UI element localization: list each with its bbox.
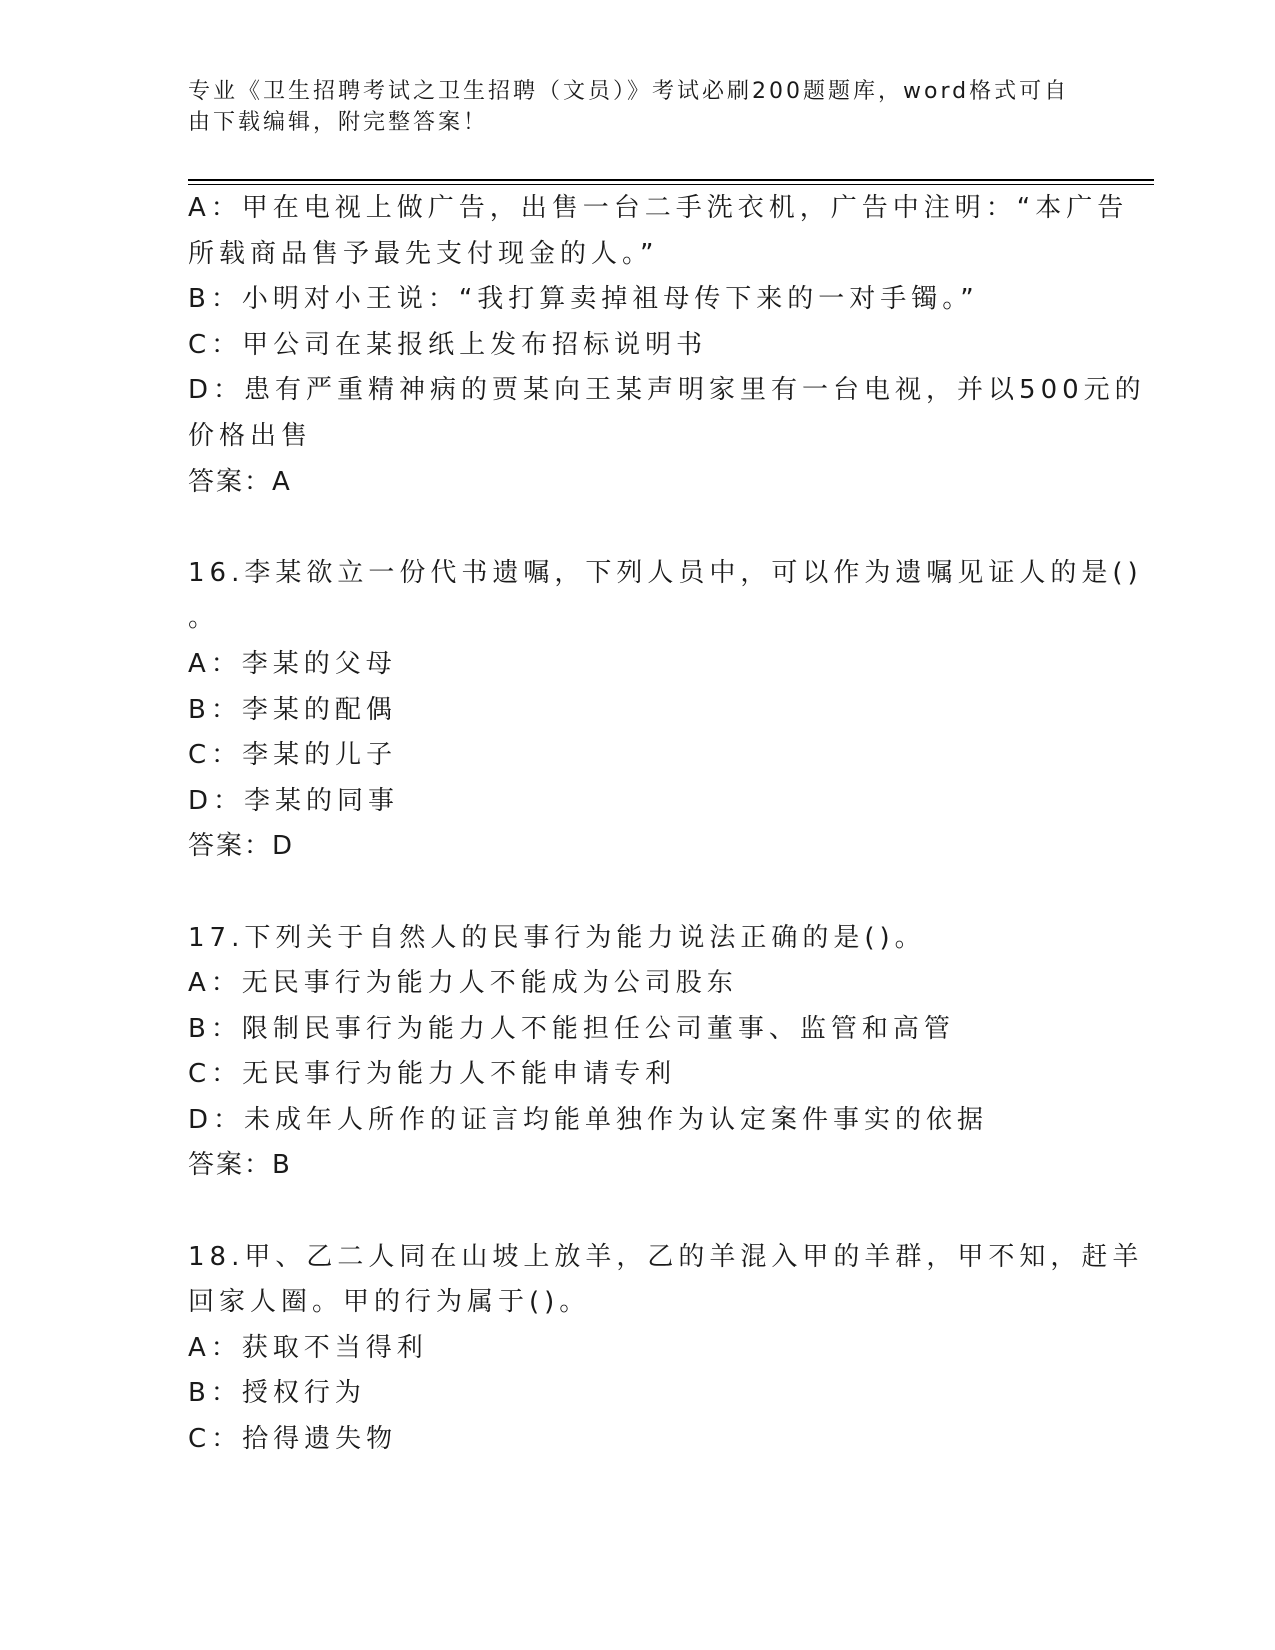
option-b: B：限制民事行为能力人不能担任公司董事、监管和高管 [188,1013,955,1044]
question-stem-line-2: 回家人圈。甲的行为属于()。 [188,1287,591,1318]
question-stem-line-2: 。 [188,603,220,634]
document-header [188,76,1088,138]
option-a-line-2: 所载商品售予最先支付现金的人。” [188,238,659,269]
option-b: B：授权行为 [188,1378,366,1409]
option-d-line-2: 价格出售 [188,420,313,451]
option-d: D：未成年人所作的证言均能单独作为认定案件事实的依据 [188,1104,989,1135]
question-18 [188,1235,1144,1463]
spacer [188,1189,1088,1235]
header-divider-thick [188,179,1154,181]
spacer [188,505,1088,551]
spacer [188,870,1088,916]
option-c: C：甲公司在某报纸上发布招标说明书 [188,329,708,360]
option-c: C：拾得遗失物 [188,1424,398,1455]
question-stem: 17.下列关于自然人的民事行为能力说法正确的是()。 [188,922,926,953]
option-b: B：李某的配偶 [188,694,397,725]
option-a-line-1: A：甲在电视上做广告，出售一台二手洗衣机，广告中注明：“本广告 [188,193,1129,223]
question-15 [188,186,1146,505]
option-d: D：李某的同事 [188,785,400,816]
answer: 答案：A [188,466,292,497]
question-17 [188,916,1088,1190]
header-line-1: 专业《卫生招聘考试之卫生招聘（文员）》考试必刷200题题库，word格式可自 [188,79,1070,104]
option-d-line-1: D：患有严重精神病的贾某向王某声明家里有一台电视，并以500元的 [188,375,1146,406]
option-a: A：李某的父母 [188,648,397,679]
question-stem-line-1: 16.李某欲立一份代书遗嘱，下列人员中，可以作为遗嘱见证人的是() [188,557,1143,588]
header-line-2: 由下载编辑，附完整答案！ [188,110,489,135]
answer: 答案：B [188,1150,292,1181]
option-a: A：获取不当得利 [188,1332,428,1363]
option-b: B：小明对小王说：“我打算卖掉祖母传下来的一对手镯。” [188,284,979,315]
question-stem-line-1: 18.甲、乙二人同在山坡上放羊，乙的羊混入甲的羊群，甲不知，赶羊 [188,1241,1144,1272]
question-16 [188,551,1143,870]
option-a: A：无民事行为能力人不能成为公司股东 [188,968,738,999]
header-divider-thin [188,184,1154,185]
answer: 答案：D [188,831,295,862]
option-c: C：无民事行为能力人不能申请专利 [188,1059,677,1090]
option-c: C：李某的儿子 [188,740,398,771]
document-body [188,186,1146,1463]
